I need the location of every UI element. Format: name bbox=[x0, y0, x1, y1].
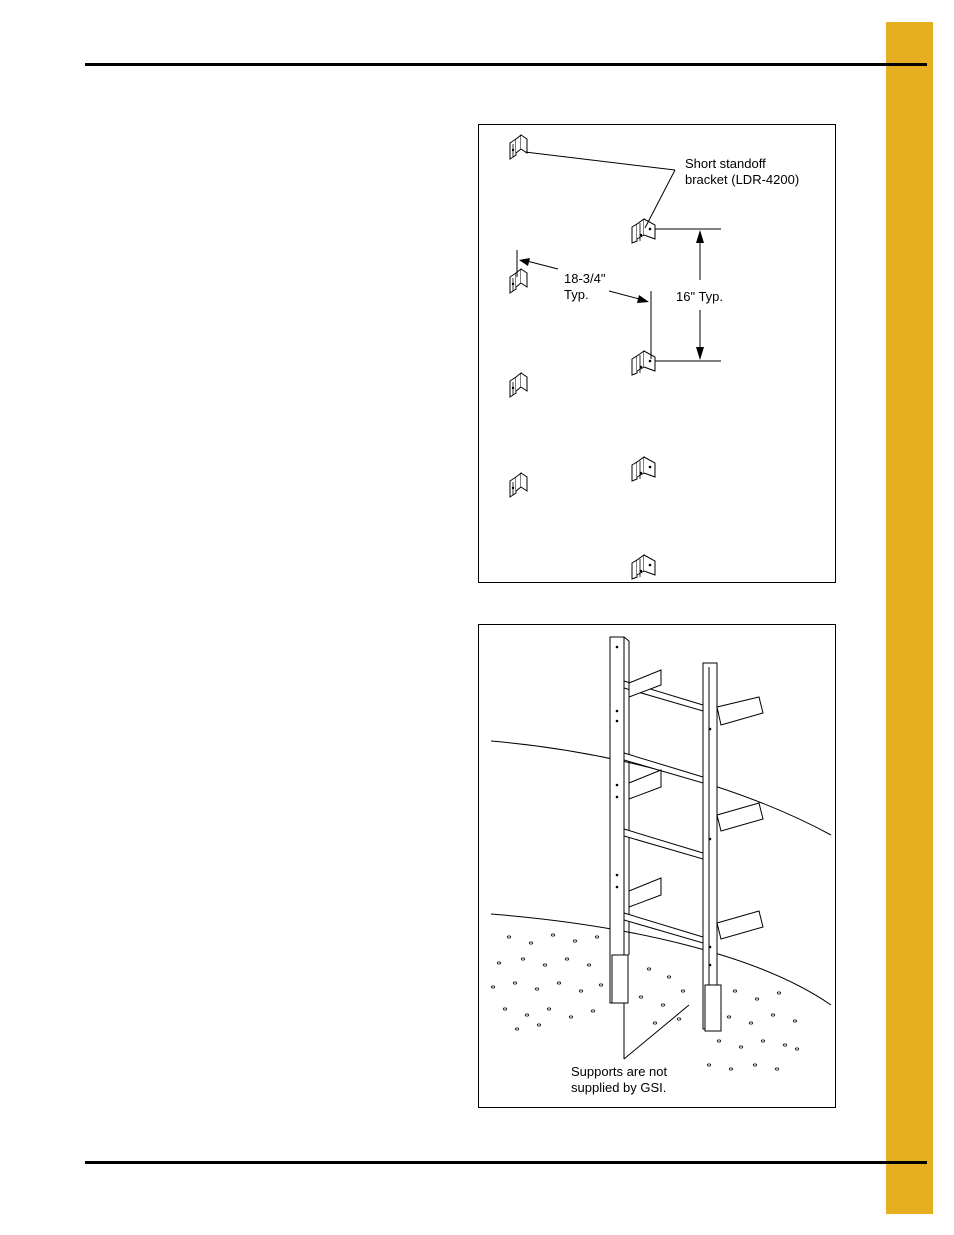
left-standoff-3 bbox=[629, 878, 661, 907]
horizontal-dimension-label: 18-3/4" Typ. bbox=[564, 271, 606, 302]
right-standoff-2 bbox=[717, 803, 763, 831]
bracket-label: Short standoff bracket (LDR-4200) bbox=[685, 156, 800, 187]
chapter-side-tab bbox=[886, 22, 933, 1214]
right-rail-support bbox=[705, 985, 721, 1031]
ladder-rung-4 bbox=[624, 913, 703, 943]
ladder-rung-2 bbox=[624, 753, 703, 783]
bracket-right-4 bbox=[632, 555, 655, 579]
supports-note: Supports are not supplied by GSI. bbox=[571, 1064, 668, 1095]
bracket-left-1 bbox=[510, 135, 527, 159]
dim-h-leader-right bbox=[609, 291, 643, 300]
bin-roof-curve bbox=[491, 741, 831, 835]
header-rule bbox=[85, 63, 927, 66]
left-rail-flange-top bbox=[624, 637, 629, 641]
right-standoff-3 bbox=[717, 911, 763, 939]
ground-gravel bbox=[491, 934, 799, 1070]
dim-h-arrow-left bbox=[519, 258, 530, 266]
dim-v-arrow-bottom bbox=[696, 347, 704, 360]
vertical-dimension-label: 16" Typ. bbox=[676, 289, 724, 304]
left-standoff-2 bbox=[629, 770, 661, 799]
ladder-right-rail bbox=[703, 663, 717, 1029]
left-rail-support bbox=[612, 955, 628, 1003]
supports-leader-right bbox=[624, 1005, 689, 1059]
bracket-left-2 bbox=[510, 269, 527, 293]
bracket-right-3 bbox=[632, 457, 655, 481]
bracket-left-4 bbox=[510, 473, 527, 497]
bracket-right-2 bbox=[632, 351, 655, 375]
right-standoff-1 bbox=[717, 697, 763, 725]
bracket-leader-2 bbox=[645, 170, 675, 228]
footer-rule bbox=[85, 1161, 927, 1164]
bracket-layout-drawing bbox=[479, 125, 837, 584]
ladder-rung-3 bbox=[624, 829, 703, 859]
bracket-left-3 bbox=[510, 373, 527, 397]
dim-h-arrow-right bbox=[637, 295, 649, 303]
bracket-layout-figure bbox=[478, 124, 836, 583]
ladder-left-rail bbox=[610, 637, 624, 1003]
bracket-leader-1 bbox=[525, 152, 675, 170]
bracket-right-1 bbox=[632, 219, 655, 243]
ladder-drawing bbox=[479, 625, 837, 1109]
dim-v-arrow-top bbox=[696, 230, 704, 243]
ladder-install-figure bbox=[478, 624, 836, 1108]
